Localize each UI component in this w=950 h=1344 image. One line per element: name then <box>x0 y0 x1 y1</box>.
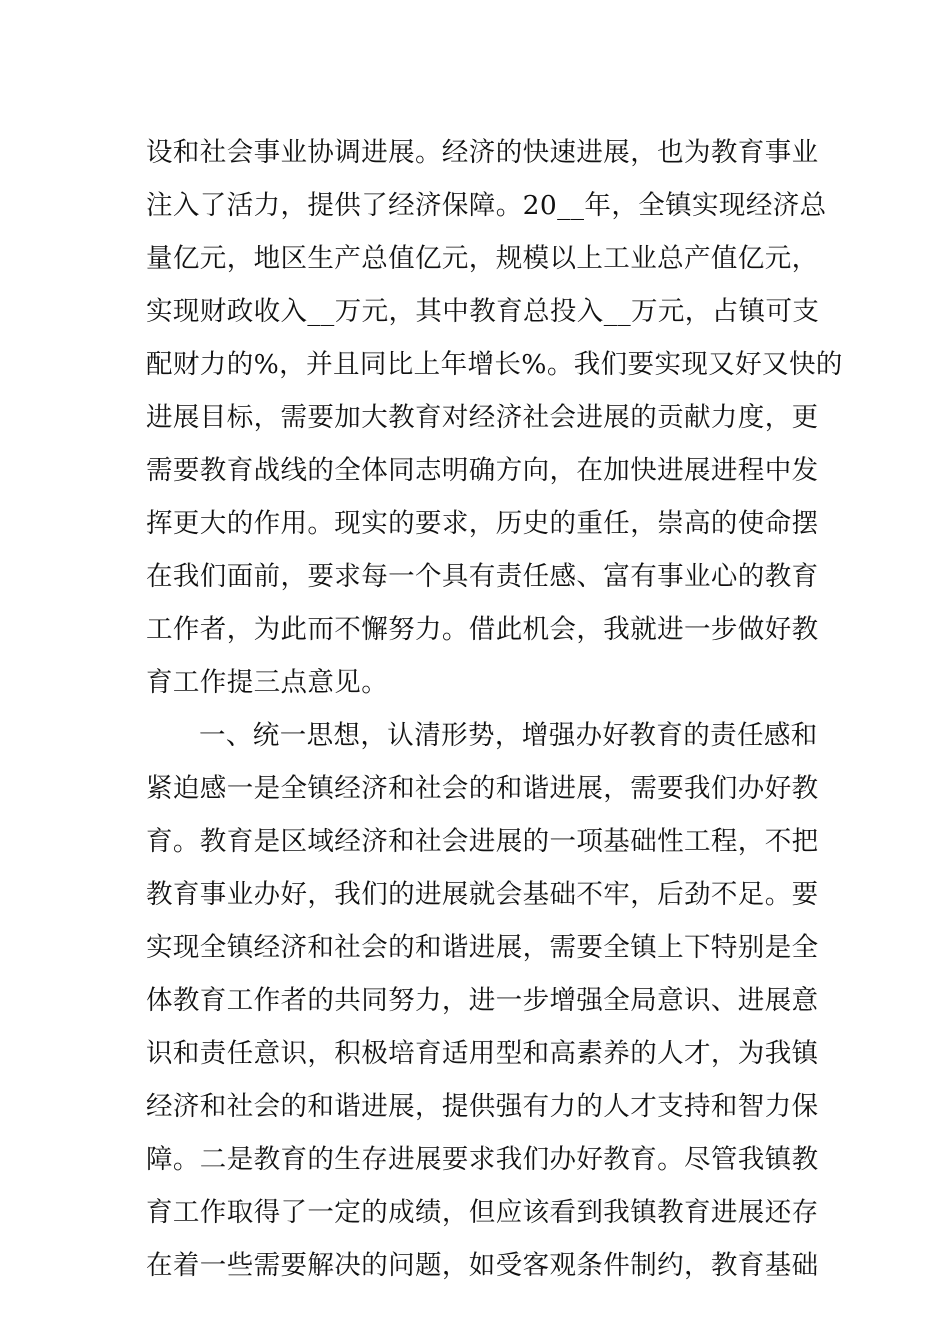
text-line: 进展目标，需要加大教育对经济社会进展的贡献力度，更 <box>146 402 819 433</box>
text-line: 紧迫感一是全镇经济和社会的和谐进展，需要我们办好教 <box>146 773 819 804</box>
text-line: 育。教育是区域经济和社会进展的一项基础性工程，不把 <box>146 826 819 857</box>
text-line: 体教育工作者的共同努力，进一步增强全局意识、进展意 <box>146 985 819 1016</box>
section-heading-line: 一、统一思想，认清形势，增强办好教育的责任感和 <box>199 720 818 751</box>
text-line: 设和社会事业协调进展。经济的快速进展，也为教育事业 <box>146 137 819 168</box>
text-line: 量亿元，地区生产总值亿元，规模以上工业总产值亿元， <box>146 243 819 274</box>
text-line: 需要教育战线的全体同志明确方向，在加快进展进程中发 <box>146 455 819 486</box>
text-line: 育工作提三点意见。 <box>146 667 389 698</box>
text-line: 育工作取得了一定的成绩，但应该看到我镇教育进展还存 <box>146 1197 819 1228</box>
text-line: 在着一些需要解决的问题，如受客观条件制约，教育基础 <box>146 1250 819 1281</box>
text-line: 挥更大的作用。现实的要求，历史的重任，崇高的使命摆 <box>146 508 819 539</box>
text-line: 教育事业办好，我们的进展就会基础不牢，后劲不足。要 <box>146 879 819 910</box>
text-line: 工作者，为此而不懈努力。借此机会，我就进一步做好教 <box>146 614 819 645</box>
text-line: 障。二是教育的生存进展要求我们办好教育。尽管我镇教 <box>146 1144 819 1175</box>
text-line: 配财力的%，并且同比上年增长%。我们要实现又好又快的 <box>146 349 843 380</box>
text-line: 实现全镇经济和社会的和谐进展，需要全镇上下特别是全 <box>146 932 819 963</box>
text-line: 经济和社会的和谐进展，提供强有力的人才支持和智力保 <box>146 1091 819 1122</box>
body-text <box>146 126 843 1292</box>
text-line: 实现财政收入__万元，其中教育总投入__万元，占镇可支 <box>146 296 820 327</box>
text-line: 识和责任意识，积极培育适用型和高素养的人才，为我镇 <box>146 1038 819 1069</box>
text-line: 注入了活力，提供了经济保障。20__年，全镇实现经济总 <box>146 190 827 221</box>
text-line: 在我们面前，要求每一个具有责任感、富有事业心的教育 <box>146 561 819 592</box>
